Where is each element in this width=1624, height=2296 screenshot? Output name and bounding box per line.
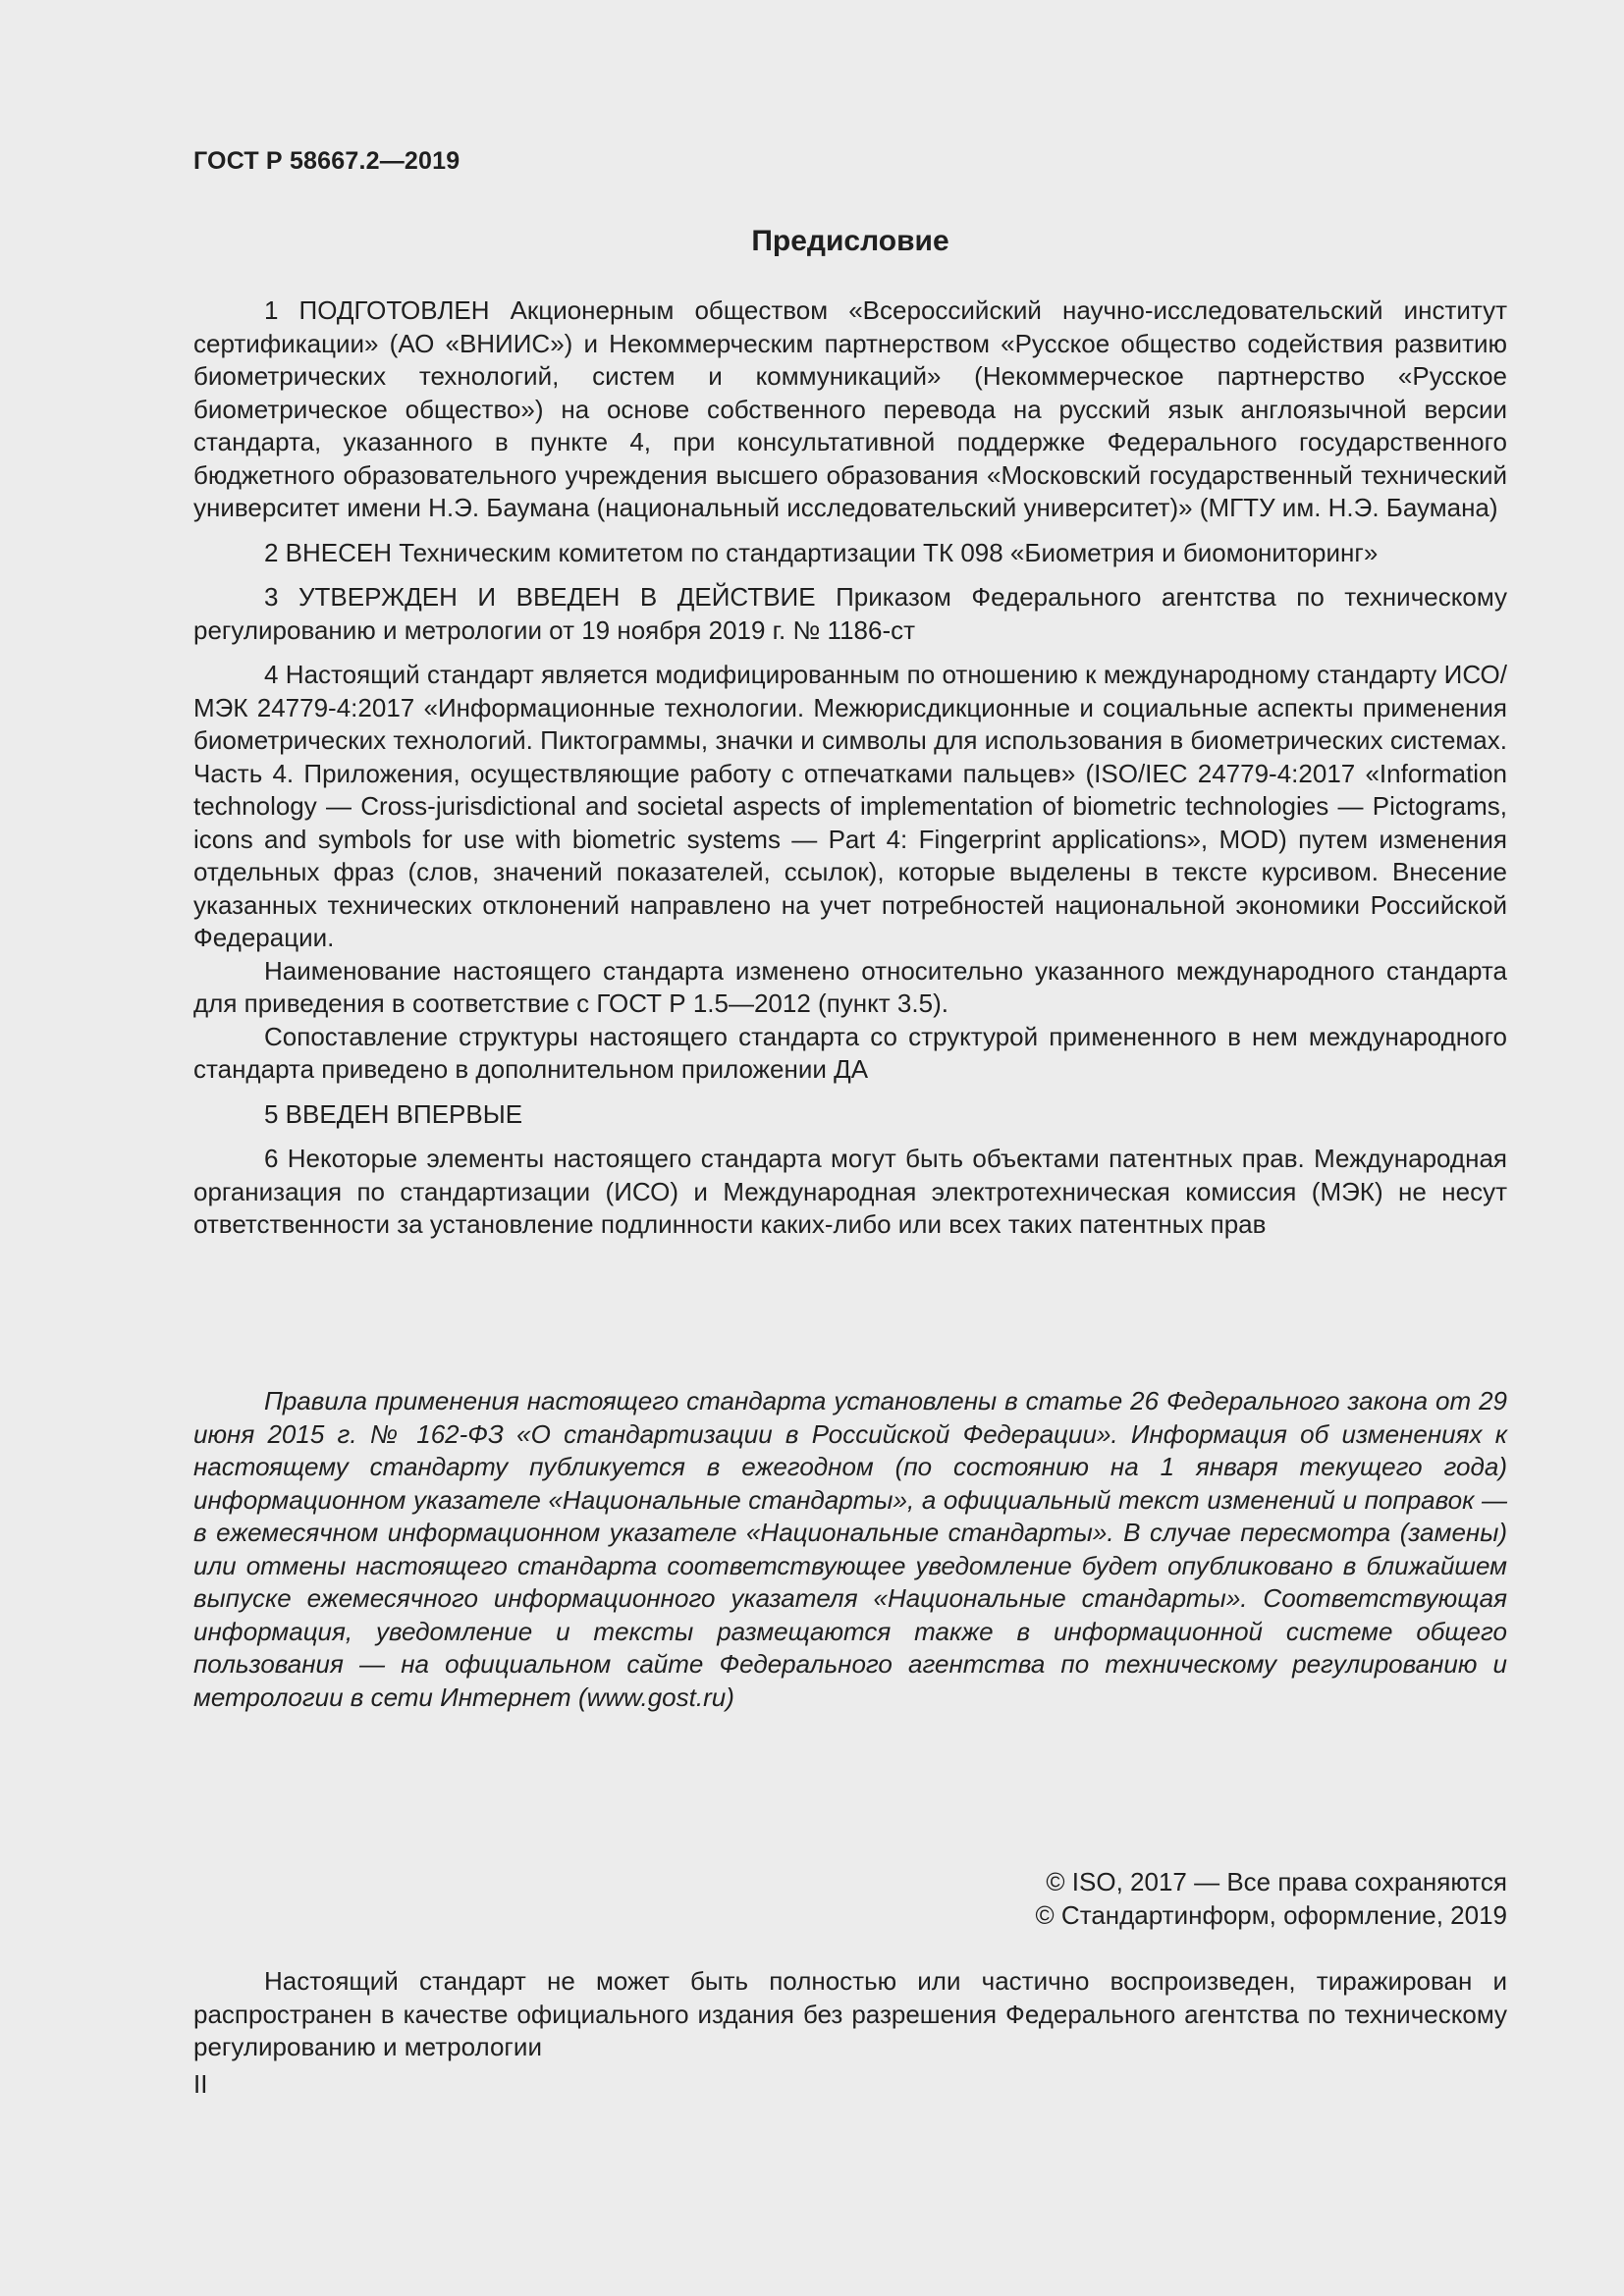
- application-rules-notice: [193, 1385, 1507, 1714]
- page-number: II: [193, 2069, 208, 2099]
- reproduction-notice: [193, 1965, 1507, 2064]
- reproduction-text: Настоящий стандарт не может быть полностью или частично воспроизведен, тиражирован и распространен в качестве официального издания без разрешения Федерального агентства по техническому регулированию и метрологии: [193, 1966, 1507, 2061]
- copyright-publisher: © Стандартинформ, оформление, 2019: [1035, 1900, 1507, 1930]
- copyright-block: [193, 1865, 1507, 1932]
- item-4-modified: 4 Настоящий стандарт является модифицированным по отношению к международному стандарту ИСО/МЭК 24779-4:2017 «Информационные технологии. Межюрисдикционные и социальные аспекты применения биометрических технологий. Пиктограммы, значки и символы для использования в биометрических системах. Часть 4. Приложения, осуществляющие работу с отпечатками пальцев» (ISO/IEC 24779-4:2017 «Information technology — Cross-jurisdictional and societal aspects of implementation of biometric technologies — Pictograms, icons and symbols for use with biometric systems — Part 4: Fingerprint applications», MOD) путем изменения отдельных фраз (слов, значений показателей, ссылок), которые выделены в тексте курсивом. Внесение указанных технических отклонений направлено на учет потребностей национальной экономики Российской Федерации.: [193, 660, 1507, 952]
- page-title: Предисловие: [751, 225, 949, 257]
- item-1-prepared: 1 ПОДГОТОВЛЕН Акционерным обществом «Всероссийский научно-исследовательский институт сертификации» (АО «ВНИИС») и Некоммерческим партнерством «Русское общество содействия развитию биометрических технологий, систем и коммуникаций» (Некоммерческое партнерство «Русское биометрическое общество») на основе собственного перевода на русский язык англоязычной версии стандарта, указанного в пункте 4, при консультативной поддержке Федерального государственного бюджетного образовательного учреждения высшего образования «Московский государственный технический университет имени Н.Э. Баумана (национальный исследовательский университет)» (МГТУ им. Н.Э. Баумана): [193, 295, 1507, 522]
- copyright-iso: © ISO, 2017 — Все права сохраняются: [1046, 1867, 1507, 1896]
- foreword-items: [193, 294, 1507, 1242]
- item-6-patents: 6 Некоторые элементы настоящего стандарта могут быть объектами патентных прав. Международная организация по стандартизации (ИСО) и Международная электротехническая комиссия (МЭК) не несут ответственности за установление подлинности каких-либо или всех таких патентных прав: [193, 1144, 1507, 1239]
- standard-id: ГОСТ Р 58667.2—2019: [193, 147, 460, 175]
- item-3-approved: 3 УТВЕРЖДЕН И ВВЕДЕН В ДЕЙСТВИЕ Приказом Федерального агентства по техническому регулированию и метрологии от 19 ноября 2019 г. № 1186-ст: [193, 582, 1507, 645]
- item-4-title-note: Наименование настоящего стандарта изменено относительно указанного международного стандарта для приведения в соответствие с ГОСТ Р 1.5—2012 (пункт 3.5).: [193, 955, 1507, 1018]
- notice-text: Правила применения настоящего стандарта установлены в статье 26 Федерального закона от 29 июня 2015 г. № 162-ФЗ «О стандартизации в Российской Федерации». Информация об изменениях к настоящему стандарту публикуется в ежегодном (по состоянию на 1 января текущего года) информационном указателе «Национальные стандарты», а официальный текст изменений и поправок — в ежемесячном информационном указателе «Национальные стандарты». В случае пересмотра (замены) или отмены настоящего стандарта соответствующее уведомление будет опубликовано в ближайшем выпуске ежемесячного информационного указателя «Национальные стандарты». Соответствующая информация, уведомление и тексты размещаются также в информационной системе общего пользования — на официальном сайте Федерального агентства по техническому регулированию и метрологии в сети Интернет (www.gost.ru): [193, 1386, 1507, 1712]
- item-4-structure-note: Сопоставление структуры настоящего стандарта со структурой примененного в нем международного стандарта приведено в дополнительном приложении ДА: [193, 1021, 1507, 1084]
- item-2-introduced: 2 ВНЕСЕН Техническим комитетом по стандартизации ТК 098 «Биометрия и биомониторинг»: [264, 537, 1379, 567]
- item-5-first-introduced: 5 ВВЕДЕН ВПЕРВЫЕ: [264, 1098, 523, 1129]
